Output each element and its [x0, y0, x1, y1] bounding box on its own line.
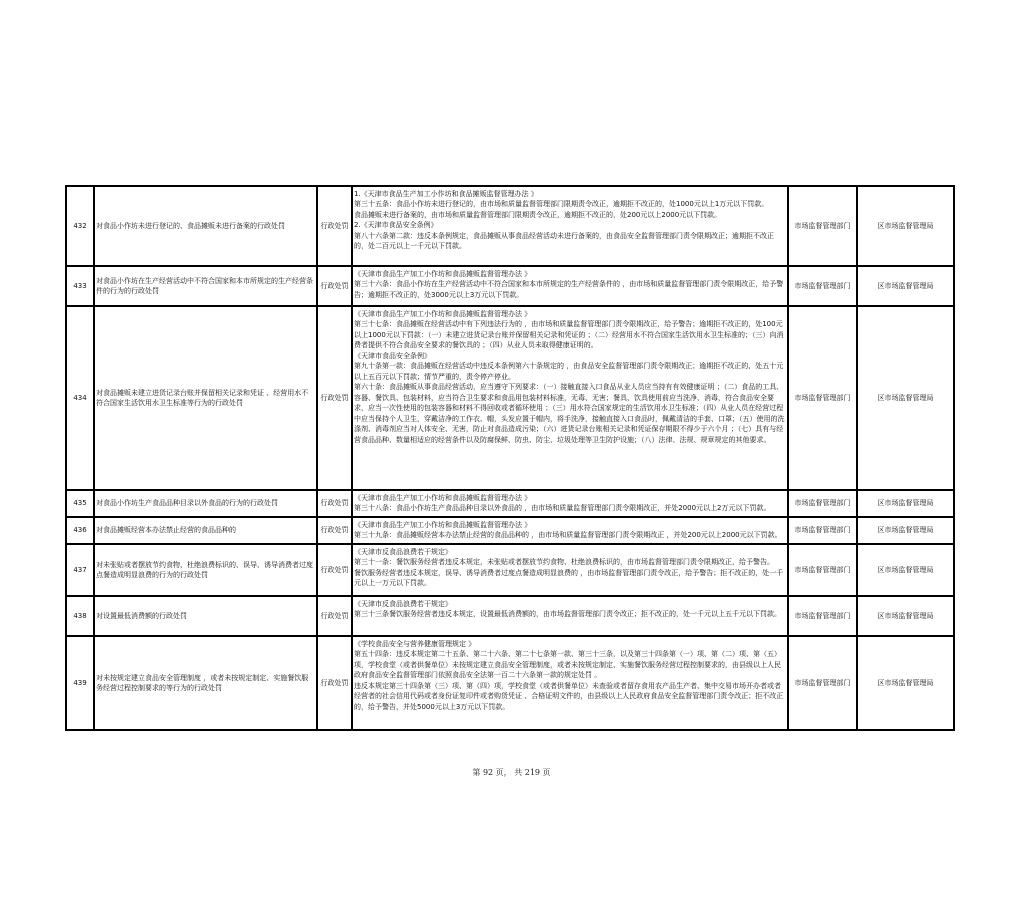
legal-basis-line: 2.《天津市食品安全条例》 — [354, 221, 438, 229]
legal-basis-line: 餐饮服务经营者违反本规定，误导、诱导消费者过度点餐造成明显浪费的 ，由市场监督管理部门责令改正，给予警告；拒不改正的，处一千元以上一万元以下罚款。 — [354, 568, 784, 587]
table-row — [66, 596, 954, 636]
page-number: 第 92 页， 共 219 页 — [472, 768, 551, 777]
row-number: 432 — [66, 186, 94, 266]
legal-basis-line: 第六十条：食品摊贩从事食品经营活动，应当遵守下列要求：（一）接触直接入口食品从业人员应当持有有效健康证明 ；（二）食品的工具、容器、餐饮具、包装材料，应当符合卫生要求和食品用包装材料标准，无毒、无害；餐具、饮具使用前应当洗净、消毒，符合食品安全要求，应当一次性使用的包装容器和材料不得回收或者循环使用 ；（三）用水符合国家规定的生活饮用水卫生标准；（四）从业人员在经营过程中应当保持个人卫生，穿戴洁净的工作衣、帽，头发应置于帽内，将手洗净，接触直接入口食品时，佩戴清洁的手套、口罩；（五）使用的洗涤剂、消毒剂应当对人体安全、无害，防止对食品造成污染；（六）进货记录台账相关记录和凭证保存期限不得少于六个月 ；（七）具有与经营食品品种、数量相适应的经营条件以及防腐保鲜、防虫、防尘、垃圾处理等卫生防护设施；（八）法律、法规、规章规定的其他要求。 — [354, 383, 785, 444]
row-number: 436 — [66, 517, 94, 544]
executing-unit: 区市场监督管理局 — [857, 596, 954, 636]
legal-basis-line: 《天津市反食品浪费若干规定》 — [354, 547, 452, 556]
table-row — [66, 544, 954, 596]
legal-basis-line: 《学校食品安全与营养健康管理规定 》 — [354, 639, 476, 648]
item-type: 行政处罚 — [317, 544, 352, 596]
legal-basis — [352, 306, 788, 490]
item-type: 行政处罚 — [317, 517, 352, 544]
item-type: 行政处罚 — [317, 596, 352, 636]
implementing-authority: 市场监督管理部门 — [788, 596, 857, 636]
table-row — [66, 266, 954, 306]
row-number: 433 — [66, 266, 94, 306]
legal-basis — [352, 490, 788, 517]
legal-basis — [352, 544, 788, 596]
item-name: 对食品小作坊生产食品品种目录以外食品的行为的行政处罚 — [94, 490, 317, 517]
legal-basis-line: 违反本规定第三十四条第（三）项、第（四）项，学校食堂（或者供餐单位）未查验或者留存食用农产品生产者、集中交易市场开办者或者经营者的社会信用代码或者身份证复印件或者购货凭证 、合格证明文件的，由县级以上人民政府食品安全监督管理部门责令改正；拒不改正的，给予警告，并处5000元以上3万元以下罚款。 — [354, 681, 784, 711]
item-name: 对食品小作坊未进行登记的、食品摊贩未进行备案的行政处罚 — [94, 186, 317, 266]
legal-basis-line: 《天津市反食品浪费若干规定》 — [354, 599, 452, 608]
row-number: 437 — [66, 544, 94, 596]
row-number: 439 — [66, 636, 94, 730]
executing-unit: 区市场监督管理局 — [857, 636, 954, 730]
row-number: 434 — [66, 306, 94, 490]
executing-unit: 区市场监督管理局 — [857, 186, 954, 266]
legal-basis-line: 第三十七条：食品摊贩在经营活动中有下列违法行为的 ，由市场和质量监督管理部门责令限期改正，给予警告；逾期拒不改正的，处100元以上1000元以下罚款：（一）未建立进货记录台账并保留相关记录和凭证的 ；（二）经营用水不符合国家生活饮用水卫生标准的；（三）向消费者提供不符合食品安全要求的餐饮具的 ；（四）从业人员未取得健康证明的。 — [354, 320, 784, 349]
legal-basis-line: 《天津市食品生产加工小作坊和食品摊贩监督管理办法 》 — [354, 309, 532, 318]
legal-basis-line: 第三十八条：食品小作坊生产食品品种目录以外食品的 ，由市场和质量监督管理部门责令限期改正，并处2000元以上2万元以下罚款。 — [354, 504, 771, 512]
table-row — [66, 490, 954, 517]
executing-unit: 区市场监督管理局 — [857, 544, 954, 596]
implementing-authority: 市场监督管理部门 — [788, 544, 857, 596]
legal-basis-line: 第三十九条：食品摊贩经营本办法禁止经营的食品品种的 ，由市场和质量监督管理部门责令限期改正 ，并处200元以上2000元以下罚款。 — [354, 531, 782, 539]
item-name: 对未张贴或者摆放节约食物、杜绝浪费标识的、误导、诱导消费者过度点餐造成明显浪费的行为的行政处罚 — [94, 544, 317, 596]
item-name: 对食品摊贩经营本办法禁止经营的食品品种的 — [94, 517, 317, 544]
table-row — [66, 517, 954, 544]
legal-basis-line: 第八十六条第二款：违反本条例规定，食品摊贩从事食品经营活动未进行备案的，由食品安全监督管理部门责令限期改正；逾期拒不改正的，处二百元以上一千元以下罚款。 — [354, 231, 774, 250]
row-number: 438 — [66, 596, 94, 636]
legal-basis-line: 第九十条第一款：食品摊贩在经营活动中违反本条例第六十条规定的 ，由食品安全监督管理部门责令限期改正；逾期拒不改正的，处五十元以上五百元以下罚款；情节严重的，责令停产停业。 — [354, 362, 784, 381]
legal-basis-line: 第三十三条餐饮服务经营者违反本规定，设置最低消费额的，由市场监督管理部门责令改正；拒不改正的，处一千元以上五千元以下罚款。 — [354, 610, 781, 618]
legal-basis-line: 第三十一条：餐饮服务经营者违反本规定，未张贴或者摆放节约食物、杜绝浪费标识的，由市场监督管理部门责令限期改正，给予警告。 — [354, 558, 774, 566]
enforcement-table — [65, 185, 955, 731]
legal-basis-line: 《天津市食品生产加工小作坊和食品摊贩监督管理办法 》 — [354, 269, 532, 278]
item-name: 对设置最低消费额的行政处罚 — [94, 596, 317, 636]
implementing-authority: 市场监督管理部门 — [788, 490, 857, 517]
implementing-authority: 市场监督管理部门 — [788, 266, 857, 306]
executing-unit: 区市场监督管理局 — [857, 517, 954, 544]
item-name: 对食品小作坊在生产经营活动中不符合国家和本市所规定的生产经营条件的行为的行政处罚 — [94, 266, 317, 306]
legal-basis-line: 《天津市食品生产加工小作坊和食品摊贩监督管理办法 》 — [354, 520, 532, 529]
table-row — [66, 636, 954, 730]
legal-basis — [352, 266, 788, 306]
implementing-authority: 市场监督管理部门 — [788, 517, 857, 544]
legal-basis-line: 《天津市食品安全条例》 — [354, 351, 431, 360]
table-row — [66, 186, 954, 266]
executing-unit: 区市场监督管理局 — [857, 306, 954, 490]
legal-basis-line: 食品摊贩未进行备案的，由市场和质量监督管理部门限期责令改正，逾期拒不改正的，处200元以上2000元以下罚款。 — [354, 210, 722, 219]
legal-basis-line: 第三十六条：食品小作坊在生产经营活动中不符合国家和本市所规定的生产经营条件的 ，由市场和质量监督管理部门责令限期改正，给予警告；逾期拒不改正的，处3000元以上3万元以下罚款。 — [354, 280, 784, 299]
legal-basis — [352, 186, 788, 266]
item-name: 对未按规定建立食品安全管理制度 ，或者未按规定制定、实施餐饮服务经营过程控制要求的等行为的行政处罚 — [94, 636, 317, 730]
implementing-authority: 市场监督管理部门 — [788, 306, 857, 490]
implementing-authority: 市场监督管理部门 — [788, 636, 857, 730]
table-row — [66, 306, 954, 490]
legal-basis — [352, 517, 788, 544]
legal-basis-line: 第五十四条：违反本规定第二十五条、第二十六条、第二十七条第一款、第三十三条，以及第三十四条第（一）项、第（二）项、第（五）项，学校食堂（或者供餐单位）未按规定建立食品安全管理制度，或者未按规定制定、实施餐饮服务经营过程控制要求的，由县级以上人民政府食品安全监督管理部门依照食品安全法第一百二十六条第一款的规定处罚 。 — [354, 650, 781, 679]
item-type: 行政处罚 — [317, 636, 352, 730]
legal-basis-line: 1.《天津市食品生产加工小作坊和食品摊贩监督管理办法 》 — [354, 189, 538, 198]
item-type: 行政处罚 — [317, 186, 352, 266]
legal-basis — [352, 596, 788, 636]
executing-unit: 区市场监督管理局 — [857, 266, 954, 306]
executing-unit: 区市场监督管理局 — [857, 490, 954, 517]
item-type: 行政处罚 — [317, 266, 352, 306]
legal-basis-line: 第三十五条：食品小作坊未进行登记的，由市场和质量监督管理部门限期责令改正，逾期拒不改正的，处1000元以上1万元以下罚款。 — [354, 200, 769, 208]
implementing-authority: 市场监督管理部门 — [788, 186, 857, 266]
legal-basis-line: 《天津市食品生产加工小作坊和食品摊贩监督管理办法 》 — [354, 493, 532, 502]
item-type: 行政处罚 — [317, 490, 352, 517]
row-number: 435 — [66, 490, 94, 517]
table-body — [66, 186, 954, 730]
item-type: 行政处罚 — [317, 306, 352, 490]
item-name: 对食品摊贩未建立进货记录台账并保留相关记录和凭证 、经营用水不符合国家生活饮用水卫生标准等行为的行政处罚 — [94, 306, 317, 490]
legal-basis — [352, 636, 788, 730]
